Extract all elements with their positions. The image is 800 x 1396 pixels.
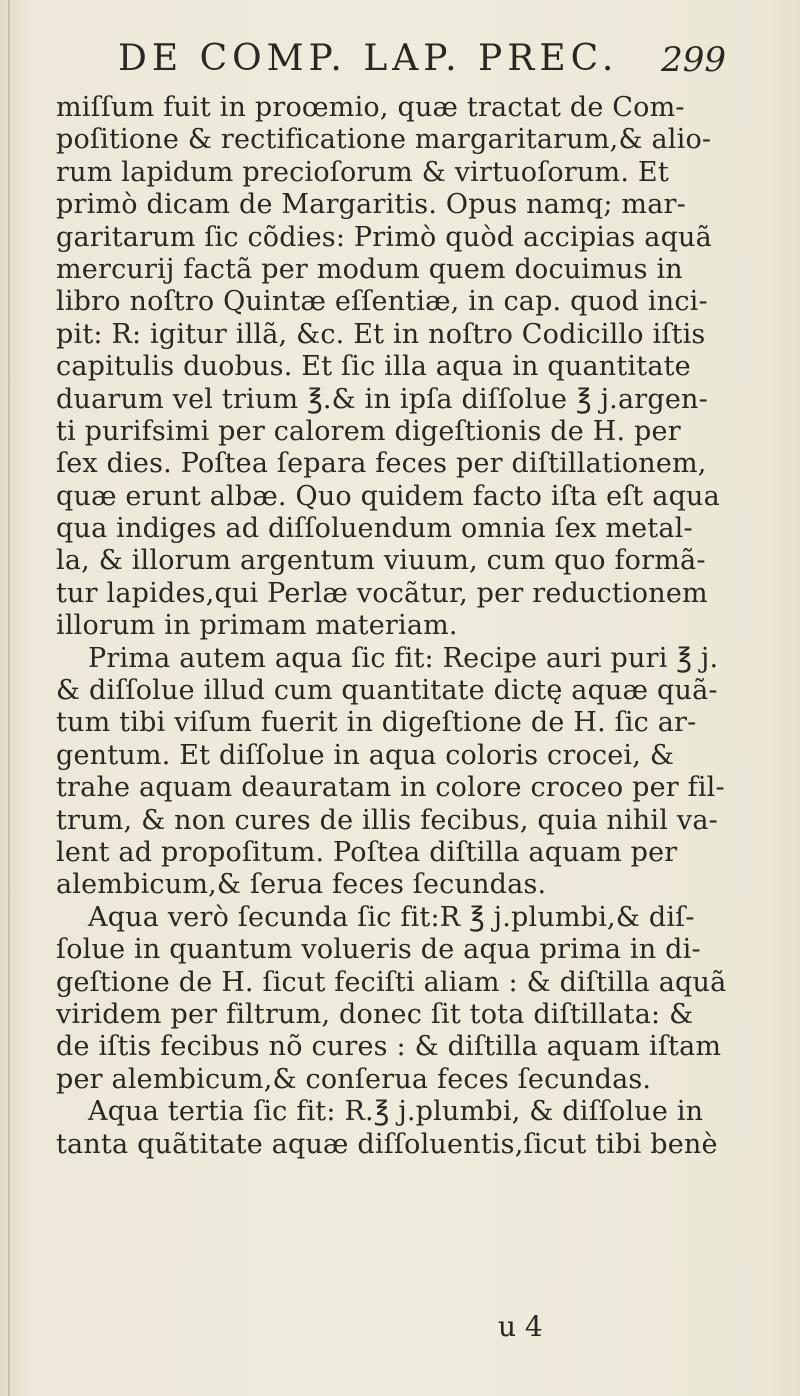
text-line: trahe aquam deauratam in colore croceo per fil- bbox=[56, 772, 725, 804]
text-line: garitarum ſic cõdies: Primò quòd accipias aquã bbox=[56, 221, 712, 253]
text-line: qua indiges ad diſſoluendum omnia ſex metal- bbox=[56, 513, 693, 545]
text-line: primò dicam de Margaritis. Opus namq; mar- bbox=[56, 189, 686, 221]
text-line: trum, & non cures de illis fecibus, quia nihil va- bbox=[56, 804, 718, 836]
body-text bbox=[56, 92, 756, 1161]
text-line: illorum in primam materiam. bbox=[56, 610, 458, 642]
text-line: gentum. Et diſſolue in aqua coloris crocei, & bbox=[56, 739, 675, 771]
text-line: de iſtis fecibus nõ cures : & diſtilla aquam iſtam bbox=[56, 1031, 722, 1063]
paragraph-first-line: Prima autem aqua ſic fit: Recipe auri puri ℥ j. bbox=[88, 642, 719, 674]
signature-mark: u 4 bbox=[498, 1310, 543, 1343]
text-line: ti purifsimi per calorem digeſtionis de H. per bbox=[56, 415, 681, 447]
text-line: geſtione de H. ſicut feciſti aliam : & diſtilla aquã bbox=[56, 966, 727, 998]
text-line: ſolue in quantum volueris de aqua prima in di- bbox=[56, 934, 701, 966]
text-line: tum tibi viſum fuerit in digeſtione de H. ſic ar- bbox=[56, 707, 697, 739]
page-edge-shadow bbox=[8, 0, 10, 1396]
page-footer bbox=[0, 1310, 800, 1350]
text-line: miſſum fuit in proœmio, quæ tractat de Com- bbox=[56, 92, 685, 123]
text-line: mercurij factã per modum quem docuimus in bbox=[56, 253, 683, 285]
paragraph-first-line: Aqua verò ſecunda ſic fit:R ℥ j.plumbi,& diſ- bbox=[88, 901, 695, 933]
text-line: duarum vel trium ℥.& in ipſa diſſolue ℥ j.argen- bbox=[56, 383, 708, 415]
text-line: ſex dies. Poſtea ſepara feces per diſtillationem, bbox=[56, 448, 707, 480]
text-line: tanta quãtitate aquæ diſſoluentis,ſicut tibi benè bbox=[56, 1128, 718, 1160]
page-header bbox=[118, 38, 758, 88]
text-line: libro noſtro Quintæ eſſentiæ, in cap. quod inci- bbox=[56, 286, 708, 318]
text-line: capitulis duobus. Et ſic illa aqua in quantitate bbox=[56, 351, 691, 383]
paragraph-first-line: Aqua tertia ſic fit: R.℥ j.plumbi, & diſſolue in bbox=[88, 1096, 704, 1128]
text-line: & diſſolue illud cum quantitate dictę aquæ quã- bbox=[56, 675, 718, 707]
running-head: DE COMP. LAP. PREC. bbox=[118, 38, 619, 79]
text-line: alembicum,& ſerua feces ſecundas. bbox=[56, 869, 547, 901]
text-line: viridem per filtrum, donec ſit tota diſtillata: & bbox=[56, 998, 694, 1030]
text-line: pit: R: igitur illã, &c. Et in noſtro Codicillo iſtis bbox=[56, 318, 706, 350]
page-number: 299 bbox=[661, 40, 726, 80]
text-line: lent ad propoſitum. Poſtea diſtilla aquam per bbox=[56, 836, 678, 868]
text-line: per alembicum,& conſerua feces ſecundas. bbox=[56, 1063, 652, 1095]
text-line: rum lapidum precioſorum & virtuoſorum. Et bbox=[56, 156, 669, 188]
text-line: quæ erunt albæ. Quo quidem facto iſta eſt aqua bbox=[56, 480, 720, 512]
text-line: la, & illorum argentum viuum, cum quo formã- bbox=[56, 545, 706, 577]
text-line: poſitione & rectificatione margaritarum,& alio- bbox=[56, 124, 712, 156]
text-line: tur lapides,qui Perlæ vocãtur, per reductionem bbox=[56, 577, 708, 609]
